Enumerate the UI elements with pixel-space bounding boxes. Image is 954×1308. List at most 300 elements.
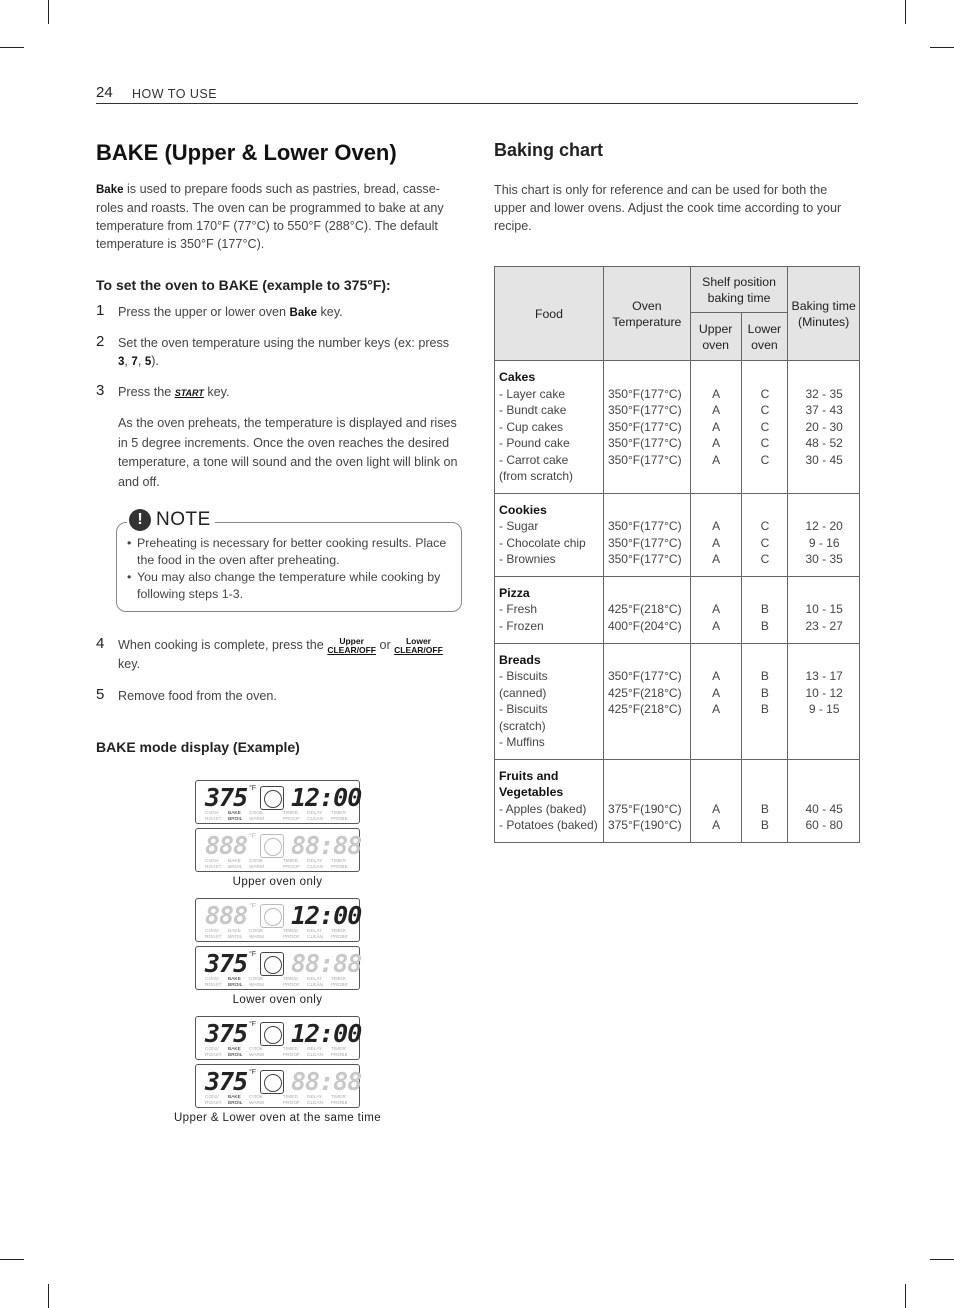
mode-indicator [205,859,222,870]
time-value: 9 - 15 [808,702,840,716]
time-value: 10 - 12 [805,685,843,700]
mode-indicator [307,859,323,870]
mode-indicator [205,1047,222,1058]
convection-fan-icon [260,952,284,976]
shelf-value: A [712,702,721,716]
time-value: 60 - 80 [805,818,843,832]
table-row [495,361,860,494]
baking-chart-table [494,266,860,843]
food-item: - Layer cake [499,386,566,401]
bake-instructions [96,140,462,765]
time-value: 30 - 45 [805,452,843,467]
page-number: 24 [96,84,113,101]
lower-clear-off-key: Lower CLEAR/OFF [394,635,443,655]
food-item: - Muffins [499,735,545,749]
shelf-value: C [760,403,770,417]
mode-label: PROOF [283,1100,301,1106]
time-cell [788,643,860,759]
mode-indicator [283,811,300,822]
mode-label: TIMED [283,811,298,816]
time-value: 40 - 45 [805,801,843,816]
food-cell [495,361,604,494]
mode-label: TIMED [283,859,298,864]
shelf-value: A [712,618,721,633]
time-cell [788,759,860,842]
mode-label: WARM [249,982,265,988]
upper-oven-cell [690,361,741,494]
note-box [116,509,462,612]
spacer [695,768,738,785]
temperature-readout: 375 [205,1019,248,1048]
mode-indicator [331,859,348,870]
temp-value: 350°F(177°C) [607,419,682,434]
mode-indicator [249,1095,264,1106]
shelf-value: A [712,519,721,533]
food-item: - Fresh [499,602,538,616]
crop-mark [930,1259,954,1260]
shelf-value: C [760,386,770,401]
time-cell [788,576,860,643]
table-row [495,759,860,842]
step-2: 2 Set the oven temperature using the number keys (ex: press 3, 7, 5). [96,333,450,368]
intro-paragraph: Bake is used to prepare foods such as pastries, bread, casse-roles and roasts. The oven can be programmed to bake at any temperature from 170°F (77°C) to 550°F (288°C). The default temperature is 350°F (177°C). [96,182,444,251]
time-cell [788,493,860,576]
step-4: 4 When cooking is complete, press the Upper CLEAR/OFF or Lower CLEAR/OFF key. [96,635,443,671]
mode-label: PROOF [283,864,301,870]
temp-value: 350°F(177°C) [607,519,682,533]
temp-value: 425°F(218°C) [607,702,682,716]
mode-label: BROIL [228,934,243,940]
food-item: - Apples (baked) [499,801,587,816]
header-lower-oven: Lower oven [741,313,788,361]
mode-label: CLEAN [307,934,323,940]
mode-indicator [249,1047,264,1058]
mode-label: CONV [205,929,219,934]
mode-label: PROBE [331,1052,348,1058]
spacer [608,369,687,386]
mode-label: DELAY [307,811,323,816]
mode-label: CONV [205,1047,219,1052]
food-cell [495,759,604,842]
mode-label: PROBE [331,934,348,940]
food-item: - Cup cakes [499,419,564,434]
spacer [695,784,738,801]
upper-clear-off-key: Upper CLEAR/OFF [327,635,376,655]
mode-label: WARM [249,1100,265,1106]
mode-indicator [283,977,300,988]
food-category: Pizza [499,585,530,600]
baking-chart-section [494,140,860,235]
food-item: - Frozen [499,618,544,633]
food-item: - Carrot cake [499,452,569,467]
food-item: (scratch) [499,718,546,733]
spacer [792,768,856,785]
mode-label: BAKE [228,1095,241,1100]
chart-title: Baking chart [494,140,604,160]
food-category: Cakes [499,370,536,384]
spacer [792,502,856,519]
convection-fan-icon [260,786,284,810]
shelf-value: A [712,403,721,417]
temperature-readout: 888 [205,901,248,930]
mode-label: BROIL [228,816,243,822]
food-cell [495,643,604,759]
temp-value: 350°F(177°C) [607,669,682,683]
time-cell [788,361,860,494]
food-category: Cookies [499,502,547,517]
mode-label: PROBE [331,816,348,822]
convection-fan-icon [260,834,284,858]
mode-label: TIMED [283,1047,298,1052]
food-item: - Bundt cake [499,403,567,417]
crop-mark [48,0,49,24]
food-item: - Chocolate chip [499,535,586,550]
spacer [608,652,687,669]
spacer [792,585,856,602]
spacer [695,585,738,602]
food-cell [495,493,604,576]
temperature-readout: 375 [205,783,248,812]
mode-label: DELAY [307,977,323,982]
shelf-value: A [712,552,721,566]
temp-value: 375°F(190°C) [607,801,682,816]
upper-oven-cell [690,759,741,842]
clock-readout: 88:88 [291,949,362,978]
mode-indicator [205,929,222,940]
step-5: 5 Remove food from the oven. [96,685,277,703]
time-value: 12 - 20 [805,519,843,533]
section-title: HOW TO USE [132,87,218,101]
temp-value: 400°F(204°C) [607,618,682,633]
upper-oven-cell [690,576,741,643]
shelf-value: C [760,452,770,467]
shelf-value: A [712,452,721,467]
shelf-value: A [712,669,721,683]
spacer [792,652,856,669]
temp-value: 425°F(218°C) [607,685,682,700]
shelf-value: C [760,519,770,533]
food-item: - Brownies [499,552,556,566]
note-header [127,509,215,531]
temp-cell [603,493,690,576]
mode-label: PROOF [283,816,301,822]
spacer [746,585,785,602]
temp-cell [603,643,690,759]
oven-display-panel [195,780,360,824]
mode-label: TIMED [283,977,298,982]
shelf-value: C [760,535,770,550]
temp-value: 350°F(177°C) [607,436,682,450]
food-item: - Potatoes (baked) [499,818,598,832]
display-caption: Lower oven only [232,994,323,1006]
mode-indicator [331,929,348,940]
mode-indicator [331,811,348,822]
crop-mark [905,0,906,24]
lower-oven-cell [741,576,788,643]
spacer [792,369,856,386]
mode-indicator [228,977,242,988]
bake-key-label: Bake [289,307,318,319]
temp-value: 350°F(177°C) [607,535,682,550]
step-3: 3 Press the START key. [96,382,230,399]
spacer [746,502,785,519]
time-value: 9 - 16 [808,535,840,550]
mode-label: COOK [249,929,264,934]
preheat-paragraph: As the oven preheats, the temperature is displayed and rises in 5 degree increments. Once the oven reaches the desired temperature, a tone will sound and the oven light will blink on and off. [118,416,458,489]
mode-indicator [307,977,323,988]
clock-readout: 88:88 [291,831,362,860]
shelf-value: C [760,436,770,450]
mode-label: ROAST [205,816,222,822]
mode-label: BAKE [228,811,241,816]
mode-label: PROOF [283,934,301,940]
food-item: - Pound cake [499,436,570,450]
time-value: 48 - 52 [805,436,843,450]
degree-unit: °F [249,951,257,958]
shelf-value: A [712,386,721,401]
shelf-value: A [712,535,721,550]
mode-label: CLEAN [307,1100,323,1106]
crop-mark [905,1284,906,1308]
food-category: Fruits and Vegetables [499,768,564,799]
mode-indicator [228,1095,242,1106]
temp-value: 350°F(177°C) [607,552,682,566]
mode-label: TIMED [283,1095,298,1100]
mode-label: BAKE [228,929,241,934]
table-row [495,643,860,759]
mode-label: WARM [249,864,265,870]
exclamation-icon: ! [129,509,151,531]
temp-value: 375°F(190°C) [607,818,682,832]
temperature-readout: 888 [205,831,248,860]
lower-oven-cell [741,361,788,494]
shelf-value: B [760,702,769,716]
time-value: 13 - 17 [805,669,843,683]
food-item: - Sugar [499,519,539,533]
chart-body [495,361,860,843]
mode-indicator [307,929,323,940]
mode-label: ROAST [205,982,222,988]
temp-value: 350°F(177°C) [607,386,682,401]
degree-unit: °F [249,1021,257,1028]
temp-cell [603,759,690,842]
food-cell [495,576,604,643]
spacer [608,784,687,801]
temp-value: 350°F(177°C) [607,452,682,467]
mode-label: PROOF [283,982,301,988]
mode-label: WARM [249,934,265,940]
mode-label: WARM [249,1052,265,1058]
mode-label: TIMER [331,811,346,816]
page-header [96,84,858,104]
food-category: Breads [499,652,541,667]
spacer [695,369,738,386]
clock-readout: 88:88 [291,1067,362,1096]
mode-label: COOK [249,811,264,816]
spacer [746,784,785,801]
spacer [608,502,687,519]
mode-label: COOK [249,977,264,982]
shelf-value: A [712,818,721,832]
temp-value: 425°F(218°C) [607,602,682,616]
mode-label: CONV [205,859,219,864]
mode-label: BROIL [228,982,243,988]
mode-label: ROAST [205,1052,222,1058]
mode-label: BROIL [228,1052,243,1058]
time-value: 20 - 30 [805,419,843,434]
mode-label: WARM [249,816,265,822]
degree-unit: °F [249,785,257,792]
table-row [495,493,860,576]
mode-label: BROIL [228,1100,243,1106]
mode-indicator [283,859,300,870]
temp-cell [603,576,690,643]
mode-label: PROBE [331,864,348,870]
food-item: (canned) [499,685,547,700]
temperature-readout: 375 [205,1067,248,1096]
time-value: 37 - 43 [805,403,843,417]
mode-indicator [283,929,300,940]
shelf-value: A [712,602,721,616]
mode-indicator [331,1047,348,1058]
spacer [746,768,785,785]
crop-mark [48,1284,49,1308]
oven-display-panel [195,1064,360,1108]
mode-label: COOK [249,1095,264,1100]
spacer [695,502,738,519]
lower-oven-cell [741,759,788,842]
note-item: • Preheating is necessary for better cooking results. Place the food in the oven after preheating. [127,535,449,569]
mode-label: BAKE [228,1047,241,1052]
time-value: 32 - 35 [805,386,843,401]
mode-label: CLEAN [307,816,323,822]
header-upper-oven: Upper oven [690,313,741,361]
clock-readout: 12:00 [291,901,362,930]
temperature-readout: 375 [205,949,248,978]
mode-label: ROAST [205,934,222,940]
mode-label: PROBE [331,1100,348,1106]
mode-label: PROOF [283,1052,301,1058]
upper-oven-cell [690,493,741,576]
header-baking-time: Baking time (Minutes) [788,267,860,361]
lower-oven-cell [741,643,788,759]
mode-label: TIMER [331,977,346,982]
shelf-value: C [760,552,770,566]
note-item: • You may also change the temperature while cooking by following steps 1-3. [127,569,449,603]
chart-intro: This chart is only for reference and can be used for both the upper and lower ovens. Adjust the cook time according to your recipe. [494,183,842,233]
mode-indicator [249,859,264,870]
mode-label: COOK [249,859,264,864]
crop-mark [930,47,954,48]
spacer [746,652,785,669]
mode-indicator [331,977,348,988]
mode-label: CLEAN [307,864,323,870]
mode-indicator [331,1095,348,1106]
mode-label: CONV [205,977,219,982]
oven-display-panel [195,898,360,942]
food-item: (from scratch) [499,469,574,483]
food-item: - Biscuits [499,702,548,716]
mode-label: CLEAN [307,1052,323,1058]
convection-fan-icon [260,1070,284,1094]
food-item: - Biscuits [499,669,548,683]
degree-unit: °F [249,1069,257,1076]
shelf-value: C [760,419,770,434]
mode-label: TIMER [331,859,346,864]
degree-unit: °F [249,903,257,910]
display-heading: BAKE mode display (Example) [96,738,300,755]
mode-indicator [249,977,264,988]
spacer [608,768,687,785]
header-food: Food [495,267,604,361]
shelf-value: A [712,419,721,434]
mode-indicator [228,1047,242,1058]
mode-label: TIMER [331,929,346,934]
mode-indicator [249,929,264,940]
mode-label: BROIL [228,864,243,870]
mode-label: CONV [205,1095,219,1100]
header-shelf-position: Shelf position baking time [690,267,788,313]
mode-label: CLEAN [307,982,323,988]
shelf-value: B [760,818,769,832]
spacer [746,369,785,386]
spacer [608,585,687,602]
mode-label: CONV [205,811,219,816]
start-key-label: START [174,388,204,398]
header-oven-temp: Oven Temperature [603,267,690,361]
time-value: 30 - 35 [805,552,843,566]
display-caption: Upper oven only [232,876,323,888]
mode-label: PROBE [331,982,348,988]
mode-label: BAKE [228,859,241,864]
spacer [695,652,738,669]
table-row [495,576,860,643]
mode-label: BAKE [228,977,241,982]
oven-display-panel [195,1016,360,1060]
shelf-value: B [760,602,769,616]
shelf-value: A [712,685,721,700]
mode-label: DELAY [307,1095,323,1100]
lower-oven-cell [741,493,788,576]
mode-label: DELAY [307,929,323,934]
oven-display-panel [195,828,360,872]
mode-label: TIMED [283,929,298,934]
set-oven-heading: To set the oven to BAKE (example to 375°F): [96,277,391,293]
shelf-value: B [760,685,769,700]
bake-key-label: Bake [96,184,124,196]
upper-oven-cell [690,643,741,759]
mode-indicator [228,811,242,822]
mode-indicator [228,929,242,940]
crop-mark [0,47,24,48]
mode-label: DELAY [307,859,323,864]
spacer [792,784,856,801]
mode-indicator [307,1047,323,1058]
note-title: NOTE [156,509,211,530]
clock-readout: 12:00 [291,1019,362,1048]
time-value: 23 - 27 [805,618,843,633]
mode-indicator [205,977,222,988]
page-title: BAKE (Upper & Lower Oven) [96,140,397,165]
display-examples [156,780,399,1134]
shelf-value: B [760,669,769,683]
mode-indicator [249,811,264,822]
mode-label: DELAY [307,1047,323,1052]
shelf-value: A [712,436,721,450]
mode-label: COOK [249,1047,264,1052]
convection-fan-icon [260,1022,284,1046]
shelf-value: A [712,801,721,816]
